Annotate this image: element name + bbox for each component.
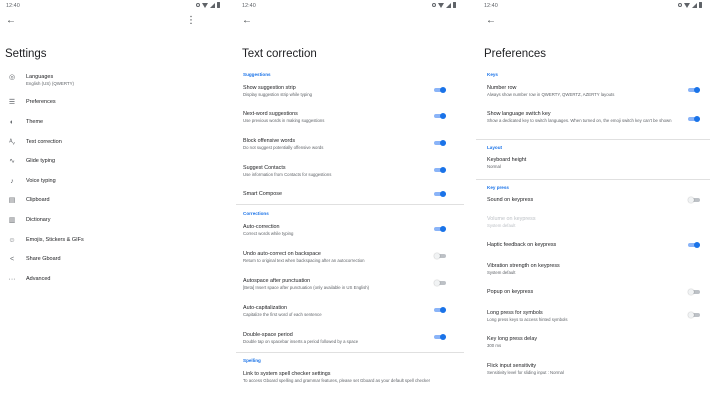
settings-item-preferences[interactable] xyxy=(0,97,228,113)
signal-icon xyxy=(692,3,697,8)
row-subtitle: Normal xyxy=(487,164,501,169)
row-title: Volume on keypress xyxy=(487,216,536,222)
menu-item-subtitle: English (US) (QWERTY) xyxy=(26,81,74,86)
menu-item-label: Advanced xyxy=(26,276,51,282)
row-title: Auto-capitalization xyxy=(243,305,288,311)
status-bar xyxy=(0,2,228,11)
menu-item-label: Preferences xyxy=(26,99,56,105)
settings-item-clipboard[interactable] xyxy=(0,195,228,211)
toggle-switch[interactable] xyxy=(434,307,446,313)
toggle-switch[interactable] xyxy=(434,226,446,232)
back-arrow-icon[interactable]: ← xyxy=(242,15,252,26)
row-title: Popup on keypress xyxy=(487,289,534,295)
toggle-switch[interactable] xyxy=(434,191,446,197)
row-subtitle: System default xyxy=(487,223,516,228)
row-title: Suggest Contacts xyxy=(243,165,286,171)
settings-item-text-correction[interactable] xyxy=(0,137,228,153)
row-title: Long press for symbols xyxy=(487,310,543,316)
status-time: 12:40 xyxy=(6,3,20,9)
row-subtitle: Always show number row in QWERTY, QWERTZ, AZERTY layouts xyxy=(487,92,615,97)
status-time: 12:40 xyxy=(484,3,498,9)
menu-item-label: Glide typing xyxy=(26,158,56,164)
section-header-keys: Keys xyxy=(487,72,498,77)
toggle-switch[interactable] xyxy=(434,280,446,286)
spellcheck-icon: ᴬᵥ xyxy=(9,139,15,146)
menu-item-label: Text correction xyxy=(26,139,62,145)
status-bar xyxy=(476,2,710,11)
clipboard-icon: ▤ xyxy=(8,197,16,204)
wifi-icon xyxy=(438,3,444,8)
more-horiz-icon: ··· xyxy=(8,276,16,283)
menu-item-label: Clipboard xyxy=(26,197,50,203)
signal-icon xyxy=(446,3,451,8)
settings-item-languages[interactable] xyxy=(0,72,228,88)
row-title: Haptic feedback on keypress xyxy=(487,242,557,248)
toggle-switch[interactable] xyxy=(688,116,700,122)
settings-item-theme[interactable] xyxy=(0,117,228,133)
settings-item-voice-typing[interactable] xyxy=(0,176,228,192)
globe-icon: ◎ xyxy=(8,74,16,81)
page-title: Preferences xyxy=(484,48,547,60)
row-title: Block offensive words xyxy=(243,138,296,144)
toggle-switch[interactable] xyxy=(434,334,446,340)
back-arrow-icon[interactable]: ← xyxy=(486,15,496,26)
toggle-switch[interactable] xyxy=(434,167,446,173)
row-title: Autospace after punctuation xyxy=(243,278,311,284)
settings-item-glide-typing[interactable] xyxy=(0,156,228,172)
row-title: Flick input sensitivity xyxy=(487,363,537,369)
row-subtitle: Show a dedicated key to switch languages. When turned on, the emoji switch key can't be shown xyxy=(487,118,672,123)
menu-item-label: Share Gboard xyxy=(26,256,61,262)
row-title: Double-space period xyxy=(243,332,293,338)
row-subtitle: Display suggestion strip while typing xyxy=(243,92,313,97)
row-subtitle: Return to original text when backspacing after an autocorrection xyxy=(243,258,365,263)
section-header-layout: Layout xyxy=(487,145,503,150)
row-subtitle: Double tap on spacebar inserts a period followed by a space xyxy=(243,339,359,344)
settings-status-icon xyxy=(678,3,682,7)
row-subtitle: Use previous words in making suggestions xyxy=(243,118,325,123)
row-title: Sound on keypress xyxy=(487,197,534,203)
book-icon: ▥ xyxy=(8,217,16,224)
row-subtitle: [Beta] Insert space after punctuation (only available in US English) xyxy=(243,285,370,290)
toggle-switch[interactable] xyxy=(688,87,700,93)
settings-item-dictionary[interactable] xyxy=(0,215,228,231)
wifi-icon xyxy=(684,3,690,8)
divider xyxy=(236,352,464,353)
menu-item-label: Emojis, Stickers & GIFs xyxy=(26,237,84,243)
divider xyxy=(236,204,464,205)
emoji-icon: ☺ xyxy=(8,237,16,244)
toggle-switch[interactable] xyxy=(688,197,700,203)
toggle-switch[interactable] xyxy=(688,289,700,295)
row-title: Auto-correction xyxy=(243,224,280,230)
toggle-switch[interactable] xyxy=(434,113,446,119)
row-subtitle: Sensitivity level for sliding input : Normal xyxy=(487,370,564,375)
row-title: Key long press delay xyxy=(487,336,538,342)
toggle-switch[interactable] xyxy=(434,87,446,93)
toggle-switch[interactable] xyxy=(688,242,700,248)
row-subtitle: To access Gboard spelling and grammar features, please set Gboard as your default spell checker xyxy=(243,378,431,383)
settings-status-icon xyxy=(432,3,436,7)
row-title: Number row xyxy=(487,85,517,91)
settings-screen xyxy=(0,0,228,400)
section-header-key-press: Key press xyxy=(487,185,509,190)
row-subtitle: Long press keys to access hinted symbols xyxy=(487,317,568,322)
page-title: Settings xyxy=(5,48,47,60)
section-header-corrections: Corrections xyxy=(243,211,269,216)
wifi-icon xyxy=(202,3,208,8)
row-subtitle: Use information from Contacts for suggestions xyxy=(243,172,332,177)
battery-icon xyxy=(217,2,220,8)
divider xyxy=(476,139,710,140)
text-correction-screen xyxy=(236,0,464,400)
toggle-switch[interactable] xyxy=(688,312,700,318)
mic-icon: ♪ xyxy=(10,178,14,185)
row-subtitle: Do not suggest potentially offensive words xyxy=(243,145,324,150)
settings-item-share-gboard[interactable] xyxy=(0,254,228,270)
palette-icon: ◐ xyxy=(9,119,15,126)
more-vert-icon[interactable]: ⋮ xyxy=(186,15,196,26)
back-arrow-icon[interactable]: ← xyxy=(6,15,16,26)
battery-icon xyxy=(453,2,456,8)
menu-item-label: Voice typing xyxy=(26,178,56,184)
row-subtitle: 300 ms xyxy=(487,343,502,348)
section-header-suggestions: Suggestions xyxy=(243,72,271,77)
page-title: Text correction xyxy=(242,48,317,60)
row-title: Show suggestion strip xyxy=(243,85,296,91)
preferences-icon: ☰ xyxy=(8,99,16,106)
battery-icon xyxy=(699,2,702,8)
row-title: Undo auto-correct on backspace xyxy=(243,251,321,257)
divider xyxy=(476,179,710,180)
toggle-switch[interactable] xyxy=(434,253,446,259)
settings-item-advanced[interactable] xyxy=(0,274,228,290)
share-icon: < xyxy=(9,256,15,263)
row-title: Vibration strength on keypress xyxy=(487,263,560,269)
row-title: Show language switch key xyxy=(487,111,551,117)
row-title: Next-word suggestions xyxy=(243,111,298,117)
menu-item-label: Dictionary xyxy=(26,217,51,223)
row-title: Link to system spell checker settings xyxy=(243,371,331,377)
glide-icon: ∿ xyxy=(9,158,15,165)
row-subtitle: Correct words while typing xyxy=(243,231,294,236)
status-bar xyxy=(236,2,464,11)
signal-icon xyxy=(210,3,215,8)
settings-item-emojis[interactable] xyxy=(0,235,228,251)
section-header-spelling: Spelling xyxy=(243,358,261,363)
menu-item-label: Theme xyxy=(26,119,44,125)
preferences-screen xyxy=(476,0,710,400)
status-time: 12:40 xyxy=(242,3,256,9)
row-title: Keyboard height xyxy=(487,157,527,163)
settings-status-icon xyxy=(196,3,200,7)
row-title: Smart Compose xyxy=(243,191,282,197)
row-subtitle: Capitalize the first word of each sentence xyxy=(243,312,322,317)
menu-item-label: Languages xyxy=(26,74,54,80)
toggle-switch[interactable] xyxy=(434,140,446,146)
row-subtitle: System default xyxy=(487,270,516,275)
